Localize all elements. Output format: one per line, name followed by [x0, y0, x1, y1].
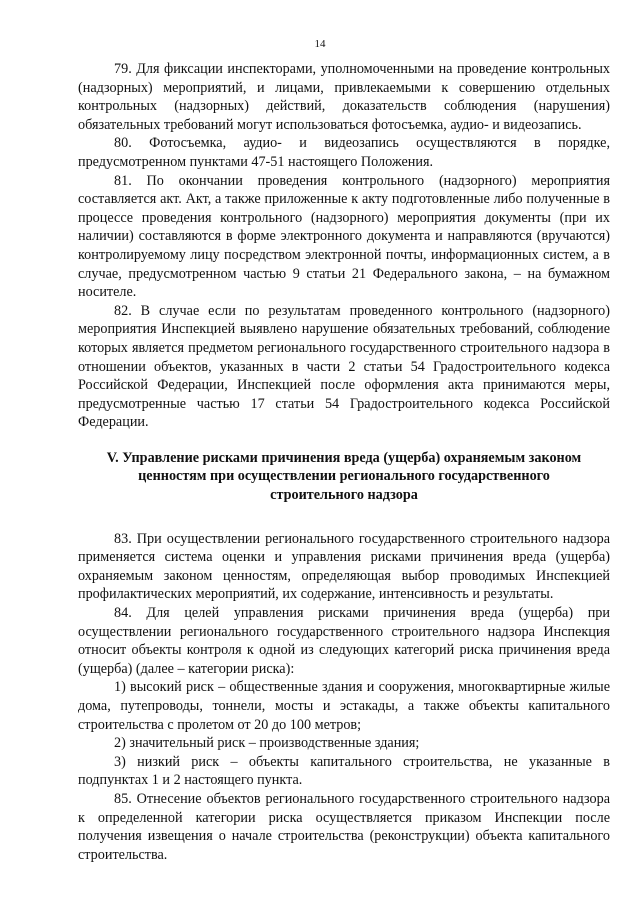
paragraph-84: 84. Для целей управления рисками причинения вреда (ущерба) при осуществлении регионального государственного строительного надзора Инспекция относит объекты контроля к одной из следующих категорий риска причинения вреда (ущерба) (далее – категории риска):	[78, 605, 610, 677]
paragraph-82: 82. В случае если по результатам проведенного контрольного (надзорного) мероприятия Инспекцией выявлено нарушение обязательных требований, соблюдение которых является предметом регионального государственного строительного надзора в отношении объектов, указанных в части 2 статьи 54 Градостроительного кодекса Российской Федерации, Инспекцией после оформления акта принимаются меры, предусмотренные частью 17 статьи 54 Градостроительного кодекса Российской Федерации.	[78, 302, 610, 431]
paragraph-81: 81. По окончании проведения контрольного (надзорного) мероприятия составляется акт. Акт, а также приложенные к акту подготовленные либо полученные в процессе проведения контрольного (надзорного) мероприятия документы (при их наличии) составляются в форме электронного документа и направляются (вручаются) контролируемому лицу посредством электронной почты, информационных систем, а в случае, предусмотренном частью 9 статьи 21 Федерального закона, – на бумажном носителе.	[78, 172, 610, 301]
list-item-significant-risk: 2) значительный риск – производственные здания;	[114, 735, 420, 752]
document-body	[78, 60, 610, 864]
list-item-low-risk: 3) низкий риск – объекты капитального строительства, не указанные в подпунктах 1 и 2 настоящего пункта.	[78, 753, 610, 789]
section-heading: V. Управление рисками причинения вреда (ущерба) охраняемым законом ценностям при осуществлении регионального государственного строительного надзора	[106, 449, 582, 504]
page-number: 14	[314, 38, 326, 50]
paragraph-85: 85. Отнесение объектов регионального государственного строительного надзора к определенной категории риска осуществляется приказом Инспекции после получения извещения о начале строительства (реконструкции) объекта капитального строительства.	[78, 790, 610, 863]
paragraph-79: 79. Для фиксации инспекторами, уполномоченными на проведение контрольных (надзорных) мероприятий, и лицами, привлекаемыми к совершению отдельных контрольных (надзорных) действий, доказательств соблюдения (нарушения) обязательных требований могут использоваться фотосъемка, аудио- и видеозапись.	[78, 61, 610, 133]
paragraph-83: 83. При осуществлении регионального государственного строительного надзора применяется система оценки и управления рисками причинения вреда (ущерба) охраняемым законом ценностям, определяющая выбор проводимых Инспекцией профилактических мероприятий, их содержание, интенсивность и результаты.	[78, 530, 610, 603]
list-item-high-risk: 1) высокий риск – общественные здания и сооружения, многоквартирные жилые дома, путепроводы, тоннели, мосты и эстакады, а также объекты капитального строительства с пролетом от 20 до 100 метров;	[78, 679, 610, 733]
paragraph-80: 80. Фотосъемка, аудио- и видеозапись осуществляются в порядке, предусмотренном пунктами 47-51 настоящего Положения.	[78, 135, 610, 170]
